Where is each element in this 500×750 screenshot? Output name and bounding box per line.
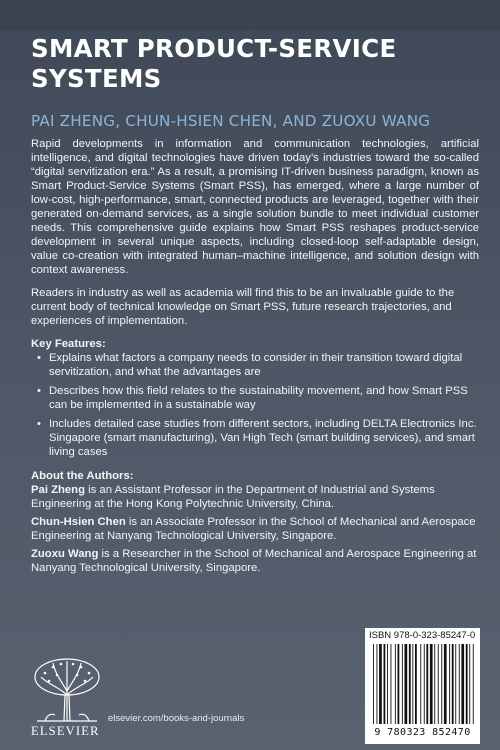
isbn-text: ISBN 978-0-323-85247-0 <box>369 630 476 641</box>
elsevier-tree-logo-icon <box>31 655 103 725</box>
barcode-number: 9 780323 852470 <box>374 727 471 738</box>
book-title: SMART PRODUCT-SERVICE SYSTEMS <box>31 34 397 93</box>
key-features-list <box>31 351 479 459</box>
author-bio <box>31 515 479 543</box>
author-name: Pai Zheng <box>31 484 85 496</box>
isbn-barcode <box>365 628 480 744</box>
list-item: • Describes how this field relates to the sustainability movement, and how Smart PSS can be implemented in a sustainable way <box>49 384 479 412</box>
book-authors: PAI ZHENG, CHUN-HSIEN CHEN, AND ZUOXU WANG <box>31 112 431 130</box>
barcode-icon <box>371 644 475 724</box>
list-item: • Explains what factors a company needs to consider in their transition toward digital servitization, and what the advantages are <box>49 351 479 379</box>
back-cover-text <box>31 137 479 579</box>
author-bio-text: is an Associate Professor in the School of Mechanical and Aerospace Engineering at Nanyang Technological University, Singapore. <box>31 516 476 542</box>
author-name: Chun-Hsien Chen <box>31 516 126 528</box>
author-bio-text: is an Assistant Professor in the Department of Industrial and Systems Engineering at the Hong Kong Polytechnic University, China. <box>31 484 435 510</box>
list-item: • Includes detailed case studies from different sectors, including DELTA Electronics Inc. Singapore (smart manufacturing), Van High Tech (smart building services), and smart living cases <box>49 417 479 459</box>
publisher-name: ELSEVIER <box>31 724 100 738</box>
top-band <box>0 0 500 30</box>
about-authors-heading: About the Authors: <box>31 470 134 482</box>
key-features-heading: Key Features: <box>31 338 106 350</box>
author-bio <box>31 483 479 511</box>
author-bio-text: is a Researcher in the School of Mechanical and Aerospace Engineering at Nanyang Technological University, Singapore. <box>31 548 477 574</box>
readers-paragraph: Readers in industry as well as academia will find this to be an invaluable guide to the current body of technical knowledge on Smart PSS, future research trajectories, and experiences of implementation. <box>31 287 455 327</box>
description-paragraph: Rapid developments in information and communication technologies, artificial intelligence, and digital technologies have driven today’s industries toward the so-called “digital servitization era.” As a result, a promising IT-driven business paradigm, known as Smart Product-Service Systems (Smart PSS), has emerged, where a large number of low-cost, high-performance, smart, connected products are leveraged, together with their generated on-demand services, as a single solution bundle to meet individual customer needs. This comprehensive guide explains how Smart PSS reshapes product-service development in several unique aspects, including closed-loop self-adaptable design, value co-creation with integrated human–machine intelligence, and solution design with context awareness. <box>31 138 479 276</box>
author-bio <box>31 547 479 575</box>
author-name: Zuoxu Wang <box>31 548 99 560</box>
publisher-url: elsevier.com/books-and-journals <box>108 713 245 724</box>
